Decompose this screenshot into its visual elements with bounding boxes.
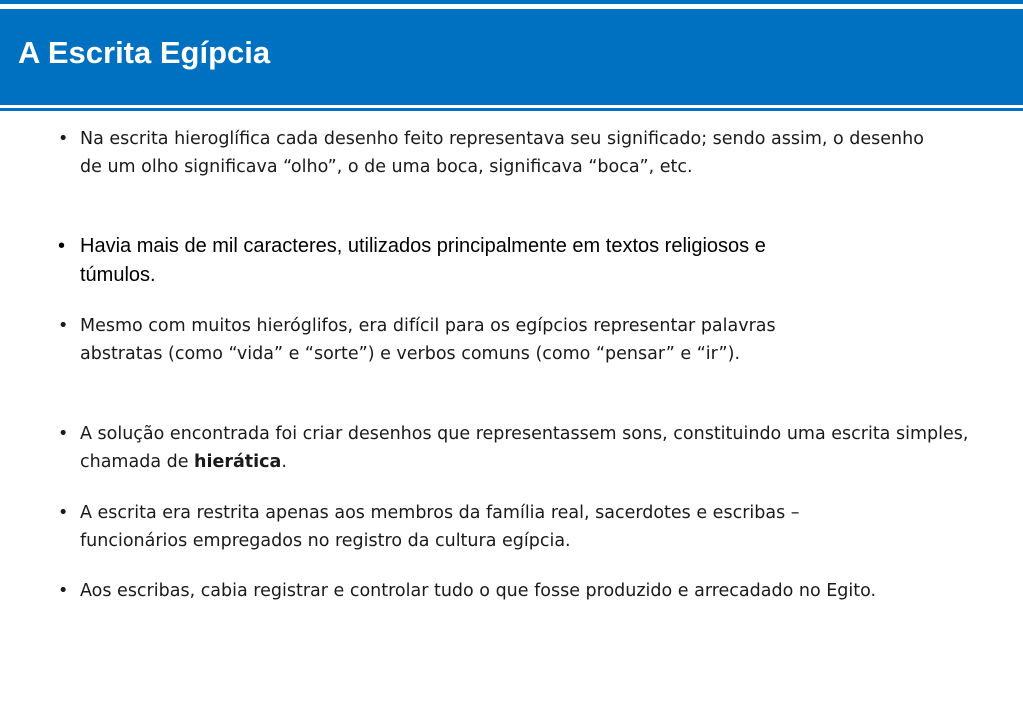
- bullet-item-2: [58, 232, 778, 290]
- header-top-rule: [0, 0, 1023, 4]
- bullet-dot: •: [58, 316, 69, 336]
- bullet-text: Na escrita hieroglífica cada desenho feito representava seu significado; sendo assim, o desenho de um olho significava “olho”, o de uma boca, significava “boca”, etc.: [80, 129, 924, 177]
- bullet-item-5: [58, 499, 878, 555]
- bullet-text: Havia mais de mil caracteres, utilizados principalmente em textos religiosos e túmulos.: [80, 235, 766, 286]
- bullet-dot: •: [58, 424, 69, 444]
- bullet-dot: •: [58, 129, 69, 149]
- bullet-text: [80, 420, 978, 476]
- header-bottom-rule: [0, 108, 1023, 111]
- bullet-dot: •: [58, 581, 69, 601]
- bullet-text-before: A solução encontrada foi criar desenhos que representassem sons, constituindo uma escrita simples, chamada de: [80, 424, 969, 472]
- slide-title: A Escrita Egípcia: [18, 35, 271, 70]
- bullet-text-bold-term: hierática: [194, 452, 282, 472]
- bullet-dot: •: [58, 503, 69, 523]
- bullet-item-3: [58, 312, 848, 368]
- bullet-item-4: [58, 420, 978, 476]
- bullet-text: Mesmo com muitos hieróglifos, era difícil para os egípcios representar palavras abstratas (como “vida” e “sorte”) e verbos comuns (como “pensar” e “ir”).: [80, 316, 776, 364]
- bullet-item-1: [58, 125, 928, 181]
- bullet-text: A escrita era restrita apenas aos membros da família real, sacerdotes e escribas – funcionários empregados no registro da cultura egípcia.: [80, 503, 800, 551]
- bullet-text: Aos escribas, cabia registrar e controlar tudo o que fosse produzido e arrecadado no Egito.: [80, 581, 877, 601]
- bullet-text-after: .: [281, 452, 287, 472]
- bullet-dot: •: [58, 235, 66, 257]
- bullet-item-6: [58, 577, 978, 605]
